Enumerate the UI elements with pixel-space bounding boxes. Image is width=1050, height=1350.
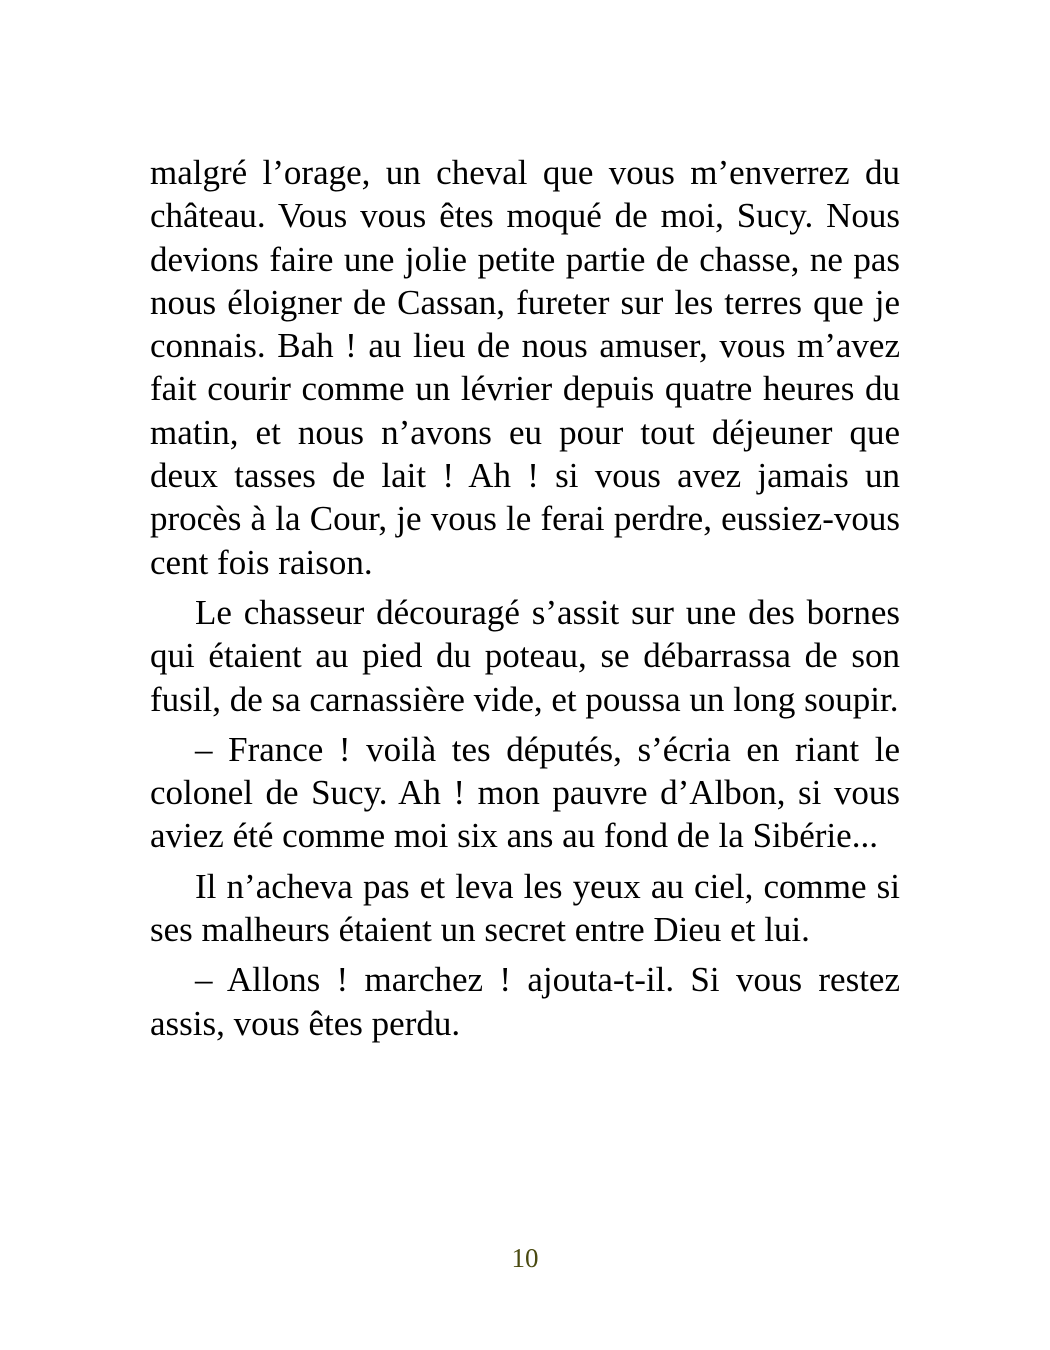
paragraph-raised-eyes: Il n’acheva pas et leva les yeux au ciel, comme si ses malheurs étaient un secret entre Dieu et lui. xyxy=(150,866,900,950)
paragraph-allons: – Allons ! marchez ! ajouta-t-il. Si vous restez assis, vous êtes perdu. xyxy=(150,960,900,1043)
paragraph-hunter-sits: Le chasseur découragé s’assit sur une des bornes qui étaient au pied du poteau, se débarrassa de son fusil, de sa carnassière vide, et poussa un long soupir. xyxy=(150,592,900,719)
page-body xyxy=(150,151,900,1052)
paragraph-continuation: malgré l’orage, un cheval que vous m’enverrez du château. Vous vous êtes moqué de moi, Sucy. Nous devions faire une jolie petite partie de chasse, ne pas nous éloigner de Cassan, fureter sur les terres que je connais. Bah ! au lieu de nous amuser, vous m’avez fait courir comme un lévrier depuis quatre heures du matin, et nous n’avons eu pour tout déjeuner que deux tasses de lait ! Ah ! si vous avez jamais un procès à la Cour, je vous le ferai perdre, eussiez-vous cent fois raison. xyxy=(150,153,900,582)
page-number: 10 xyxy=(511,1243,539,1273)
paragraph-colonel-exclaims: – France ! voilà tes députés, s’écria en riant le colonel de Sucy. Ah ! mon pauvre d’Albon, si vous aviez été comme moi six ans au fond de la Sibérie... xyxy=(150,729,900,856)
